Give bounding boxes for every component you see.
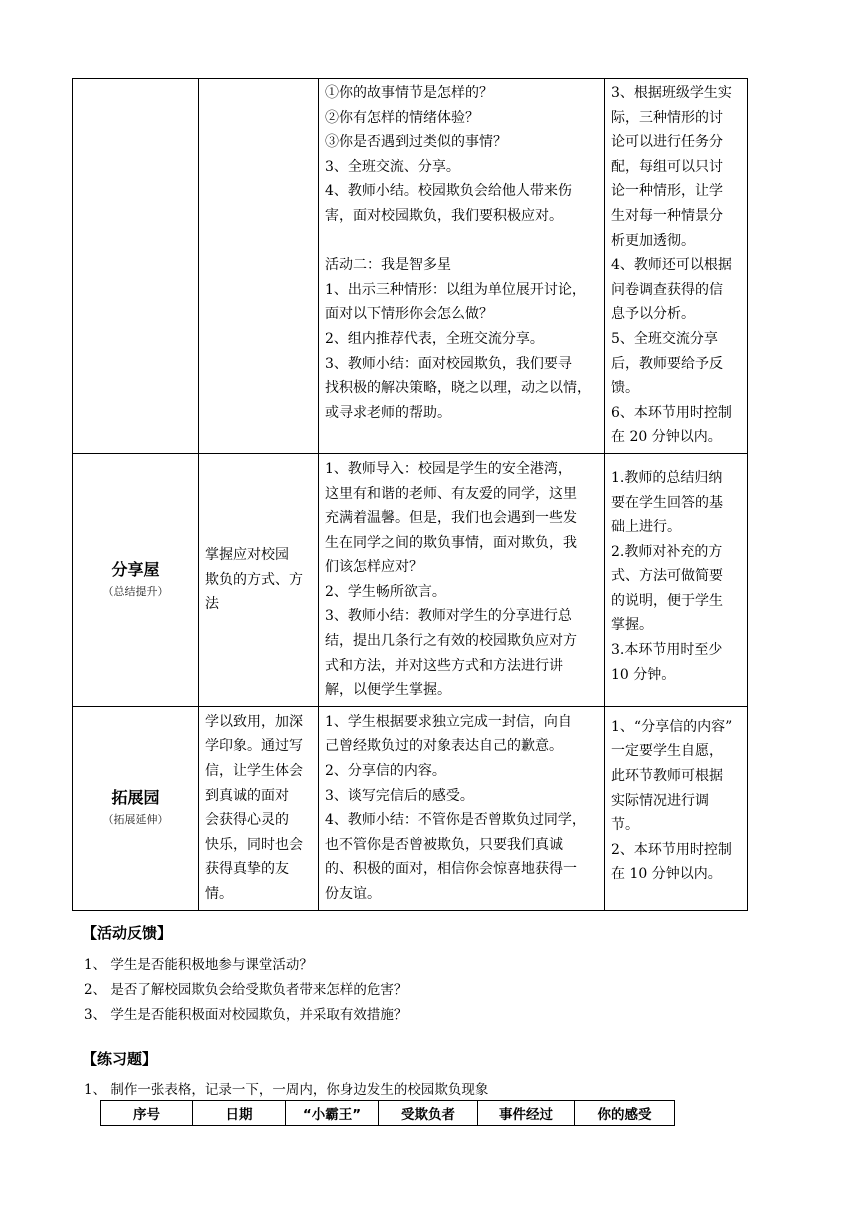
text-line: 2、学生畅所欲言。 [325,583,446,600]
text-line: 结，提出几条行之有效的校园欺负应对方 [325,633,577,650]
text-line: 欺负的方式、方 [205,571,303,588]
text-line: 3、谈写完信后的感受。 [325,787,474,804]
section-subtitle: （拓展延伸） [102,813,169,827]
text-line: 这里有和谐的老师、有友爱的同学，这里 [325,485,577,502]
text-line: 息予以分析。 [611,306,695,323]
section-cell [73,453,199,706]
text-line: 也不管你是否曾被欺负，只要我们真诚 [325,836,563,853]
text-line: 实际情况进行调 [611,792,709,809]
blank-line [325,229,598,254]
column-header: 事件经过 [478,1101,575,1126]
text-line: 或寻求老师的帮助。 [325,404,451,421]
process-cell [319,79,605,454]
text-line: 4、教师小结：不管你是否曾欺负过同学， [325,812,586,829]
text-line: 3、根据班级学生实 [611,85,732,101]
text-line: 2.教师对补充的方 [611,543,723,560]
text-line: 会获得心灵的 [205,812,289,829]
text-line: 获得真挚的友 [205,861,289,878]
text-line: 10 分钟。 [611,666,676,683]
text-line: 础上进行。 [611,519,681,536]
text-line: 问卷调查获得的信 [611,281,723,298]
notes-cell [605,706,748,910]
text-line: ①你的故事情节是怎样的？ [325,85,493,101]
text-line: 学以致用，加深 [205,713,303,730]
text-line: 面对以下情形你会怎么做？ [325,306,493,323]
section-cell-empty [73,79,199,454]
goal-cell [199,706,319,910]
text-line: 学印象。通过写 [205,738,303,755]
text-line: 害，面对校园欺负，我们要积极应对。 [325,207,563,224]
column-header: 序号 [101,1101,193,1126]
text-line: 到真诚的面对 [205,787,289,804]
text-line: 的说明，便于学生 [611,592,723,609]
text-line: 在 20 分钟以内。 [611,429,722,446]
text-line: 的、积极的面对，相信你会惊喜地获得一 [325,861,577,878]
text-line: 5、全班交流分享 [611,330,718,347]
record-table [100,1100,675,1126]
goal-cell [199,453,319,706]
text-line: 活动二：我是智多星 [325,257,451,274]
table-row [73,79,748,454]
text-line: 3、全班交流、分享。 [325,158,460,175]
section-title: 分享屋 [111,559,160,579]
process-cell [319,453,605,706]
text-line: 1、“分享信的内容” [611,718,733,735]
text-line: 一定要学生自愿， [611,743,723,760]
text-line: 馈。 [611,380,639,397]
text-line: ②你有怎样的情绪体验？ [325,109,479,126]
notes-cell [605,79,748,454]
text-line: 3、教师小结：教师对学生的分享进行总 [325,608,572,625]
exercise-heading: 【练习题】 [82,1050,158,1068]
text-line: 解，以便学生掌握。 [325,682,451,699]
text-line: 3、教师小结：面对校园欺负，我们要寻 [325,355,572,372]
feedback-heading: 【活动反馈】 [82,924,173,942]
text-line: 要在学生回答的基 [611,494,723,511]
text-line: 论可以进行任务分 [611,134,723,151]
text-line: 1、学生根据要求独立完成一封信，向自 [325,713,572,730]
text-line: 在 10 分钟以内。 [611,866,722,883]
table-row [73,706,748,910]
text-line: 析更加透彻。 [611,232,695,249]
text-line: 快乐，同时也会 [205,836,303,853]
table-row [73,453,748,706]
column-header: “小霸王” [286,1101,379,1126]
text-line: 法 [205,596,219,613]
section-title: 拓展园 [111,788,160,808]
notes-cell [605,453,748,706]
column-header: 你的感受 [575,1101,675,1126]
activity-table [72,78,748,911]
text-line: 生对每一种情景分 [611,207,723,224]
text-line: 充满着温馨。但是，我们也会遇到一些发 [325,510,577,527]
text-line: 4、教师小结。校园欺负会给他人带来伤 [325,183,572,200]
feedback-item: 2、 是否了解校园欺负会给受欺负者带来怎样的危害？ [84,982,408,998]
section-cell [73,706,199,910]
text-line: 际，三种情形的讨 [611,109,723,126]
text-line: 2、组内推荐代表，全班交流分享。 [325,330,544,347]
text-line: 们该怎样应对？ [325,559,423,576]
column-header: 日期 [193,1101,286,1126]
text-line: 3.本环节用时至少 [611,642,723,659]
text-line: 此环节教师可根据 [611,768,723,785]
text-line: 找积极的解决策略，晓之以理，动之以情， [325,380,591,397]
section-subtitle: （总结提升） [102,584,169,598]
text-line: 式、方法可做简要 [611,568,723,585]
text-line: 6、本环节用时控制 [611,404,732,421]
text-line: 1、教师导入：校园是学生的安全港湾， [325,460,572,477]
text-line: 4、教师还可以根据 [611,257,732,274]
text-line: 掌握。 [611,617,653,634]
text-line: 掌握应对校园 [205,546,289,563]
text-line: 情。 [205,886,233,902]
process-cell [319,706,605,910]
column-header: 受欺负者 [379,1101,478,1126]
text-line: 生在同学之间的欺负事情，面对欺负，我 [325,534,577,551]
text-line: 2、分享信的内容。 [325,763,446,780]
text-line: 配，每组可以只讨 [611,158,723,175]
text-line: 份友谊。 [325,886,381,902]
record-header-row [101,1101,675,1126]
text-line: 1、出示三种情形：以组为单位展开讨论， [325,281,586,298]
text-line: 节。 [611,817,639,834]
exercise-item: 1、 制作一张表格，记录一下，一周内，你身边发生的校园欺负现象 [84,1082,489,1098]
text-line: ③你是否遇到过类似的事情？ [325,134,507,151]
text-line: 论一种情形，让学 [611,183,723,200]
feedback-item: 3、 学生是否能积极面对校园欺负，并采取有效措施？ [84,1007,408,1023]
text-line: 1.教师的总结归纳 [611,469,723,486]
text-line: 式和方法，并对这些方式和方法进行讲 [325,657,563,674]
text-line: 己曾经欺负过的对象表达自己的歉意。 [325,738,563,755]
feedback-item: 1、 学生是否能积极地参与课堂活动？ [84,957,313,973]
goal-cell-empty [199,79,319,454]
text-line: 2、本环节用时控制 [611,841,732,858]
text-line: 信，让学生体会 [205,763,303,780]
text-line: 后，教师要给予反 [611,355,723,372]
